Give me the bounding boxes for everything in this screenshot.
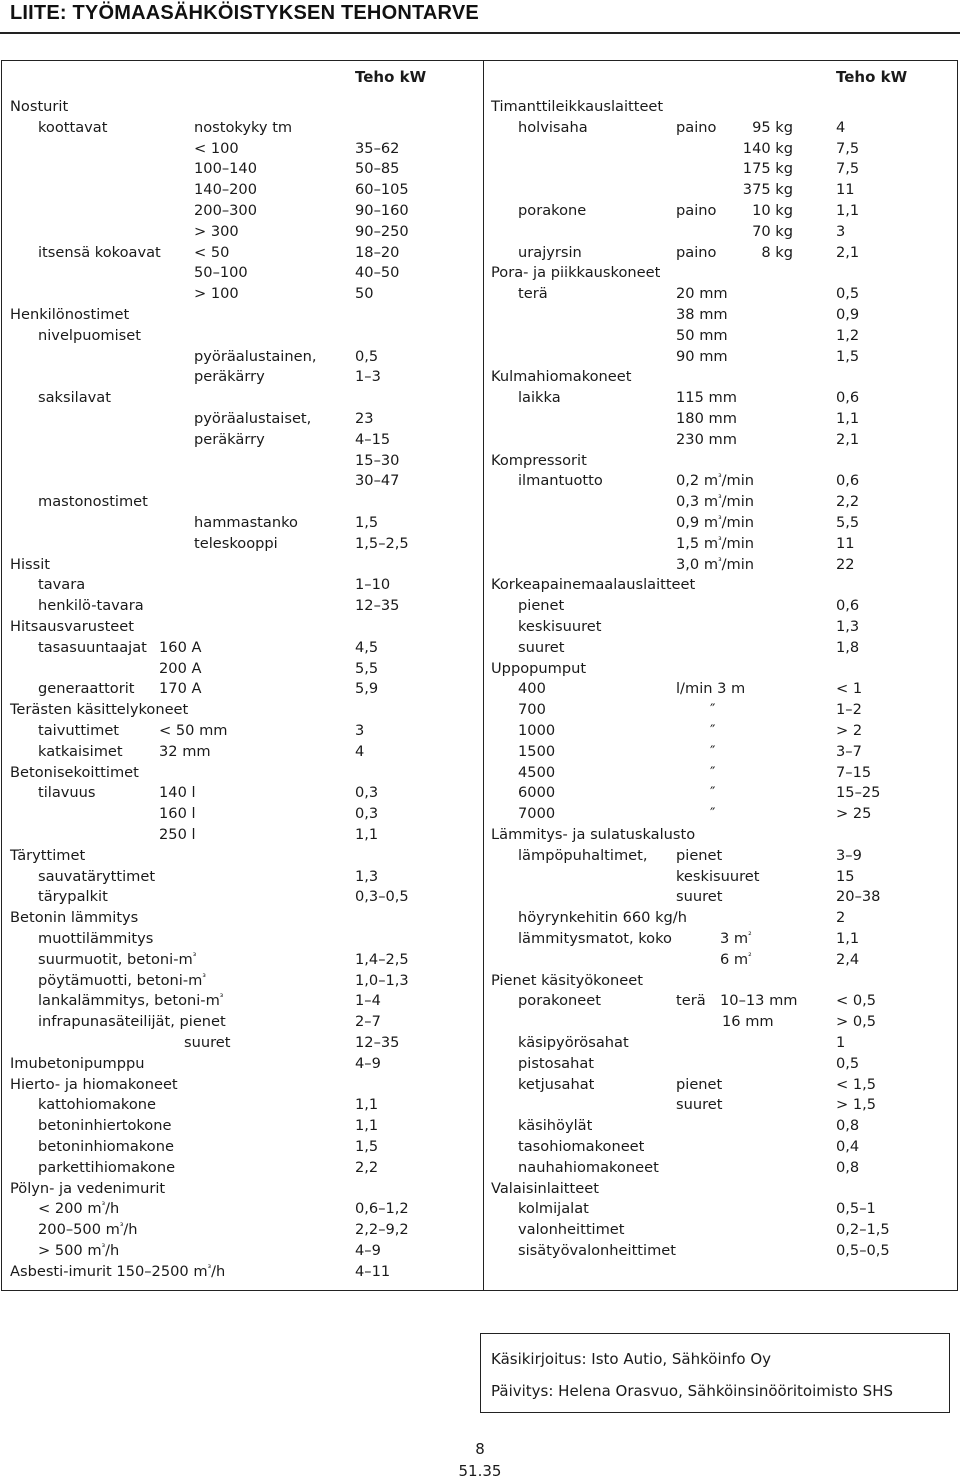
left-cell: 1,1 <box>355 826 379 843</box>
right-table-row <box>0 1158 960 1179</box>
right-cell: 0,8 <box>836 1158 860 1176</box>
right-table-row <box>0 430 960 451</box>
left-cell: 15–30 <box>355 451 400 469</box>
left-cell: saksilavat <box>38 389 111 407</box>
left-cell: 1,5–2,5 <box>355 534 409 552</box>
left-cell: peräkärry <box>194 368 265 386</box>
left-cell: betoninhiertokone <box>38 1117 172 1135</box>
page-number: 8 <box>475 1440 485 1458</box>
right-cell: 7,5 <box>836 160 860 178</box>
left-cell: 100–140 <box>194 160 258 178</box>
left-cell: tavara <box>38 576 86 594</box>
right-cell: 5,5 <box>836 514 860 531</box>
right-cell: 7,5 <box>836 139 860 157</box>
right-cell: 3–7 <box>836 742 862 760</box>
right-table-row <box>0 638 960 659</box>
right-cell: Kulmahiomakoneet <box>491 368 632 386</box>
left-cell: nivelpuomiset <box>38 326 141 344</box>
page-title: LIITE: TYÖMAASÄHKÖISTYKSEN TEHONTARVE <box>10 2 479 24</box>
right-cell: > 25 <box>836 805 872 823</box>
right-table-row <box>0 1075 960 1096</box>
right-cell: 90 mm <box>676 347 728 365</box>
right-cell: nauhahiomakoneet <box>518 1158 659 1176</box>
right-cell: 7000 <box>518 805 556 823</box>
right-table-row <box>0 97 960 118</box>
right-table-row <box>0 367 960 388</box>
left-cell: koottavat <box>38 118 108 136</box>
left-cell: 5,5 <box>355 659 379 677</box>
right-cell: 20–38 <box>836 888 881 906</box>
page-code: 51.35 <box>458 1462 502 1480</box>
right-cell: 3 $m^{^2}$ <box>720 930 752 947</box>
left-cell: 3 <box>355 722 365 739</box>
left-cell: 1,5 <box>355 1138 379 1155</box>
right-cell: 16 mm <box>722 1013 774 1031</box>
right-cell: holvisaha <box>518 118 588 136</box>
right-cell: > 1,5 <box>836 1096 877 1114</box>
right-cell: 1–2 <box>836 701 862 719</box>
right-cell: 2,1 <box>836 430 860 448</box>
left-cell: mastonostimet <box>38 493 148 511</box>
left-cell: 1,4–2,5 <box>355 950 409 968</box>
right-cell: 1,3 <box>836 618 860 635</box>
right-table-row <box>0 1095 960 1116</box>
right-cell: 2 <box>836 909 846 927</box>
right-cell: 1500 <box>518 742 556 760</box>
left-cell: 140 l <box>159 784 196 802</box>
right-cell: 0,6 <box>836 389 860 407</box>
right-cell: > 2 <box>836 722 863 739</box>
left-cell: nostokyky tm <box>194 118 293 136</box>
left-cell: suurmuotit, betoni-$m^{^3}$ <box>38 950 197 968</box>
right-table-row <box>0 305 960 326</box>
left-cell: < 50 <box>194 243 230 261</box>
left-cell: 50–85 <box>355 160 400 178</box>
left-cell: 1–3 <box>355 368 381 386</box>
right-cell: 11 <box>836 181 855 199</box>
right-table-row <box>0 243 960 264</box>
right-cell: 3,0 $m^{^3}/\min$ <box>676 555 755 573</box>
right-cell: kolmijalat <box>518 1200 589 1218</box>
left-cell: Betonisekoittimet <box>10 763 139 781</box>
right-cell: 0,9 $m^{^3}/\min$ <box>676 514 755 531</box>
right-cell: Timanttileikkauslaitteet <box>491 98 664 115</box>
left-cell: teleskooppi <box>194 534 278 552</box>
left-cell: 2–7 <box>355 1013 381 1031</box>
right-table-row <box>0 201 960 222</box>
right-cell: ″ <box>710 742 716 760</box>
left-cell: Imubetonipumppu <box>10 1054 145 1072</box>
left-cell: 30–47 <box>355 472 400 490</box>
right-cell: < 1 <box>836 680 863 698</box>
right-cell: 1,5 $m^{^3}/\min$ <box>676 534 755 552</box>
right-cell: 95 kg <box>752 118 793 136</box>
left-cell: 1,0–1,3 <box>355 971 409 989</box>
right-cell: 2,2 <box>836 493 860 511</box>
right-table-row <box>0 763 960 784</box>
right-table-row <box>0 1179 960 1200</box>
right-table-row <box>0 1054 960 1075</box>
right-cell: 400 <box>518 680 546 698</box>
right-cell: laikka <box>518 389 561 407</box>
left-cell: 90–160 <box>355 202 409 219</box>
right-cell: porakoneet <box>518 992 601 1010</box>
left-cell: Täryttimet <box>10 846 86 864</box>
right-table-row <box>0 284 960 305</box>
right-cell: lämmitysmatot, koko <box>518 930 672 947</box>
right-cell: 1,2 <box>836 326 860 344</box>
left-cell: sauvatäryttimet <box>38 867 156 885</box>
left-cell: > 100 <box>194 285 239 303</box>
right-cell: l/min 3 m <box>676 680 746 698</box>
right-cell: höyrynkehitin 660 kg/h <box>518 909 687 927</box>
left-cell: taivuttimet <box>38 722 120 739</box>
right-cell: 0,3 $m^{^3}/\min$ <box>676 493 755 511</box>
left-cell: Nosturit <box>10 98 69 115</box>
right-cell: 2,1 <box>836 243 860 261</box>
right-cell: paino <box>676 118 717 136</box>
left-cell: 4–9 <box>355 1242 381 1259</box>
left-cell: 40–50 <box>355 264 400 282</box>
right-cell: ″ <box>710 805 716 823</box>
right-cell: 38 mm <box>676 306 728 323</box>
right-cell: terä <box>518 285 548 303</box>
right-cell: 0,8 <box>836 1117 860 1135</box>
left-cell: katkaisimet <box>38 742 123 760</box>
right-cell: käsipyörösahat <box>518 1034 629 1051</box>
right-table-row <box>0 804 960 825</box>
teho-header-left: Teho kW <box>355 68 427 86</box>
right-table-row <box>0 139 960 160</box>
title-rule <box>0 32 960 34</box>
right-table-row <box>0 388 960 409</box>
right-cell: < 1,5 <box>836 1075 877 1093</box>
right-table-row <box>0 575 960 596</box>
left-cell: 32 mm <box>159 742 211 760</box>
right-cell: 140 kg <box>742 139 793 157</box>
right-cell: 0,2–1,5 <box>836 1221 890 1239</box>
left-cell: > 500 $m^{^3}/h$ <box>38 1242 120 1259</box>
left-cell: 1,3 <box>355 867 379 885</box>
credit-update: Päivitys: Helena Orasvuo, Sähköinsinööritoimisto SHS <box>491 1382 893 1400</box>
right-table-row <box>0 867 960 888</box>
right-table-row <box>0 118 960 139</box>
left-cell: 2,2 <box>355 1158 379 1176</box>
right-cell: ″ <box>710 722 716 739</box>
right-cell: 1,1 <box>836 930 860 947</box>
right-cell: 1000 <box>518 722 556 739</box>
left-cell: infrapunasäteilijät, pienet <box>38 1013 226 1031</box>
left-cell: < 100 <box>194 139 239 157</box>
right-table-row <box>0 1012 960 1033</box>
credit-author: Käsikirjoitus: Isto Autio, Sähköinfo Oy <box>491 1350 772 1368</box>
right-cell: 0,2 $m^{^3}/\min$ <box>676 472 755 490</box>
left-cell: 5,9 <box>355 680 379 698</box>
left-cell: lankalämmitys, betoni-$m^{^3}$ <box>38 992 224 1010</box>
right-cell: 175 kg <box>742 160 793 178</box>
left-cell: Terästen käsittelykoneet <box>10 701 189 719</box>
right-cell: > 0,5 <box>836 1013 877 1031</box>
right-table-row <box>0 1241 960 1262</box>
right-cell: 22 <box>836 555 855 573</box>
left-cell: 160 l <box>159 805 196 823</box>
left-cell: 4–9 <box>355 1054 381 1072</box>
right-cell: 1,1 <box>836 410 860 427</box>
left-cell: pyöräalustainen, <box>194 347 317 365</box>
right-table-row <box>0 326 960 347</box>
left-cell: betoninhiomakone <box>38 1138 174 1155</box>
left-cell: muottilämmitys <box>38 930 154 947</box>
right-cell: 10 kg <box>752 202 793 219</box>
right-table-row <box>0 617 960 638</box>
right-cell: Uppopumput <box>491 659 587 677</box>
left-cell: 140–200 <box>194 181 258 199</box>
right-table-row <box>0 929 960 950</box>
right-cell: lämpöpuhaltimet, <box>518 846 648 864</box>
right-table-row <box>0 846 960 867</box>
left-cell: Hissit <box>10 555 51 573</box>
left-cell: 35–62 <box>355 139 400 157</box>
left-cell: 60–105 <box>355 181 409 199</box>
right-cell: 20 mm <box>676 285 728 303</box>
left-cell: < 200 $m^{^3}/h$ <box>38 1200 120 1218</box>
right-table-row <box>0 742 960 763</box>
right-cell: ″ <box>710 701 716 719</box>
left-cell: 1–10 <box>355 576 391 594</box>
right-cell: 4 <box>836 118 846 136</box>
left-cell: parkettihiomakone <box>38 1158 176 1176</box>
right-cell: 0,6 <box>836 472 860 490</box>
right-cell: 0,5–0,5 <box>836 1242 890 1259</box>
right-table-row <box>0 659 960 680</box>
right-cell: 8 kg <box>761 243 793 261</box>
left-cell: suuret <box>184 1034 231 1051</box>
teho-header-right: Teho kW <box>836 68 908 86</box>
left-cell: 170 A <box>159 680 202 698</box>
left-cell: tasasuuntaajat <box>38 638 147 656</box>
right-table-row <box>0 513 960 534</box>
right-cell: 6000 <box>518 784 556 802</box>
right-cell: urajyrsin <box>518 243 582 261</box>
left-cell: 18–20 <box>355 243 400 261</box>
right-cell: 700 <box>518 701 546 719</box>
right-table-row <box>0 451 960 472</box>
right-cell: Pienet käsityökoneet <box>491 971 643 989</box>
left-cell: 50 <box>355 285 374 303</box>
right-table-row <box>0 263 960 284</box>
left-cell: hammastanko <box>194 514 298 531</box>
left-cell: itsensä kokoavat <box>38 243 161 261</box>
right-cell: käsihöylät <box>518 1117 593 1135</box>
right-cell: suuret <box>518 638 565 656</box>
right-cell: 11 <box>836 534 855 552</box>
left-cell: 200–500 $m^{^3}/h$ <box>38 1221 138 1239</box>
right-cell: 0,9 <box>836 306 860 323</box>
left-cell: Hitsausvarusteet <box>10 618 134 635</box>
right-table-row <box>0 1199 960 1220</box>
left-cell: pöytämuotti, betoni-$m^{^3}$ <box>38 971 206 989</box>
right-cell: keskisuuret <box>518 618 602 635</box>
left-cell: 1–4 <box>355 992 381 1010</box>
left-cell: 4–15 <box>355 430 391 448</box>
right-table-row <box>0 409 960 430</box>
left-cell: pyöräalustaiset, <box>194 410 312 427</box>
left-cell: Hierto- ja hiomakoneet <box>10 1075 178 1093</box>
right-cell: Valaisinlaitteet <box>491 1179 599 1197</box>
right-table-row <box>0 159 960 180</box>
left-cell: < 50 mm <box>159 722 228 739</box>
right-table-row <box>0 825 960 846</box>
left-cell: 0,3–0,5 <box>355 888 409 906</box>
right-cell: 1,8 <box>836 638 860 656</box>
right-cell: 50 mm <box>676 326 728 344</box>
left-cell: 0,5 <box>355 347 379 365</box>
right-cell: 15–25 <box>836 784 881 802</box>
right-cell: Korkeapainemaalauslaitteet <box>491 576 696 594</box>
right-cell: 3 <box>836 222 846 240</box>
right-cell: < 0,5 <box>836 992 877 1010</box>
right-cell: 3–9 <box>836 846 862 864</box>
left-cell: Asbesti-imurit 150–2500 $m^{^3}/h$ <box>10 1262 226 1280</box>
right-cell: 2,4 <box>836 950 860 968</box>
credits-box <box>480 1333 950 1413</box>
left-cell: Pölyn- ja vedenimurit <box>10 1179 166 1197</box>
right-cell: 0,5 <box>836 1054 860 1072</box>
right-cell: 0,5 <box>836 285 860 303</box>
right-table-row <box>0 1137 960 1158</box>
right-cell: 180 mm <box>676 410 737 427</box>
right-table-row <box>0 700 960 721</box>
right-table-row <box>0 950 960 971</box>
left-cell: 200 A <box>159 659 202 677</box>
right-table-row <box>0 1033 960 1054</box>
left-cell: tärypalkit <box>38 888 108 906</box>
left-cell: 4–11 <box>355 1262 391 1280</box>
right-table-row <box>0 679 960 700</box>
right-table-row <box>0 887 960 908</box>
right-cell: 6 $m^{^2}$ <box>720 950 752 968</box>
left-cell: generaattorit <box>38 680 135 698</box>
right-cell: porakone <box>518 202 587 219</box>
right-cell: 0,5–1 <box>836 1200 876 1218</box>
left-cell: 12–35 <box>355 1034 400 1051</box>
right-cell: ilmantuotto <box>518 472 603 490</box>
right-cell: pienet <box>676 846 723 864</box>
right-table-row <box>0 1220 960 1241</box>
left-cell: henkilö-tavara <box>38 597 144 615</box>
right-cell: 70 kg <box>752 222 793 240</box>
left-cell: 250 l <box>159 826 196 843</box>
right-cell: pienet <box>518 597 565 615</box>
left-cell: 4 <box>355 742 365 760</box>
right-cell: suuret <box>676 1096 723 1114</box>
right-cell: pienet <box>676 1075 723 1093</box>
right-cell: terä <box>676 992 706 1010</box>
right-cell: paino <box>676 243 717 261</box>
right-table-row <box>0 596 960 617</box>
right-table-row <box>0 908 960 929</box>
right-cell: pistosahat <box>518 1054 595 1072</box>
right-table-row <box>0 991 960 1012</box>
right-table-row <box>0 471 960 492</box>
left-cell: 50–100 <box>194 264 248 282</box>
right-cell: 4500 <box>518 763 556 781</box>
left-cell: 0,3 <box>355 805 379 823</box>
right-cell: valonheittimet <box>518 1221 625 1239</box>
left-cell: 4,5 <box>355 638 379 656</box>
left-table-row <box>0 1262 960 1283</box>
right-cell: 1,1 <box>836 202 860 219</box>
right-cell: sisätyövalonheittimet <box>518 1242 677 1259</box>
right-cell: suuret <box>676 888 723 906</box>
left-cell: 1,5 <box>355 514 379 531</box>
left-cell: 160 A <box>159 638 202 656</box>
right-cell: 7–15 <box>836 763 872 781</box>
left-cell: Betonin lämmitys <box>10 909 139 927</box>
left-cell: kattohiomakone <box>38 1096 156 1114</box>
right-cell: 0,6 <box>836 597 860 615</box>
right-cell: keskisuuret <box>676 867 760 885</box>
right-cell: tasohiomakoneet <box>518 1138 645 1155</box>
right-cell: Lämmitys- ja sulatuskalusto <box>491 826 696 843</box>
right-cell: paino <box>676 202 717 219</box>
right-cell: Kompressorit <box>491 451 587 469</box>
left-cell: 2,2–9,2 <box>355 1221 409 1239</box>
right-table-row <box>0 347 960 368</box>
right-cell: 1,5 <box>836 347 860 365</box>
right-table-row <box>0 534 960 555</box>
right-table-row <box>0 721 960 742</box>
left-cell: 23 <box>355 410 374 427</box>
left-cell: 0,6–1,2 <box>355 1200 409 1218</box>
left-cell: 12–35 <box>355 597 400 615</box>
right-cell: ″ <box>710 763 716 781</box>
right-cell: Pora- ja piikkauskoneet <box>491 264 661 282</box>
left-cell: Henkilönostimet <box>10 306 130 323</box>
left-cell: tilavuus <box>38 784 96 802</box>
right-cell: ketjusahat <box>518 1075 595 1093</box>
left-cell: 90–250 <box>355 222 409 240</box>
right-table-row <box>0 971 960 992</box>
right-cell: 1 <box>836 1034 846 1051</box>
right-table-row <box>0 222 960 243</box>
left-cell: 1,1 <box>355 1117 379 1135</box>
right-cell: 10–13 mm <box>720 992 798 1010</box>
left-cell: 200–300 <box>194 202 258 219</box>
right-table-row <box>0 783 960 804</box>
left-cell: peräkärry <box>194 430 265 448</box>
right-cell: 375 kg <box>742 181 793 199</box>
right-cell: 230 mm <box>676 430 737 448</box>
left-cell: 0,3 <box>355 784 379 802</box>
right-table-row <box>0 555 960 576</box>
right-cell: 115 mm <box>676 389 737 407</box>
right-table-row <box>0 1116 960 1137</box>
right-cell: 15 <box>836 867 855 885</box>
left-cell: > 300 <box>194 222 239 240</box>
right-table-row <box>0 492 960 513</box>
right-cell: ″ <box>710 784 716 802</box>
right-table-row <box>0 180 960 201</box>
right-cell: 0,4 <box>836 1138 860 1155</box>
left-cell: 1,1 <box>355 1096 379 1114</box>
